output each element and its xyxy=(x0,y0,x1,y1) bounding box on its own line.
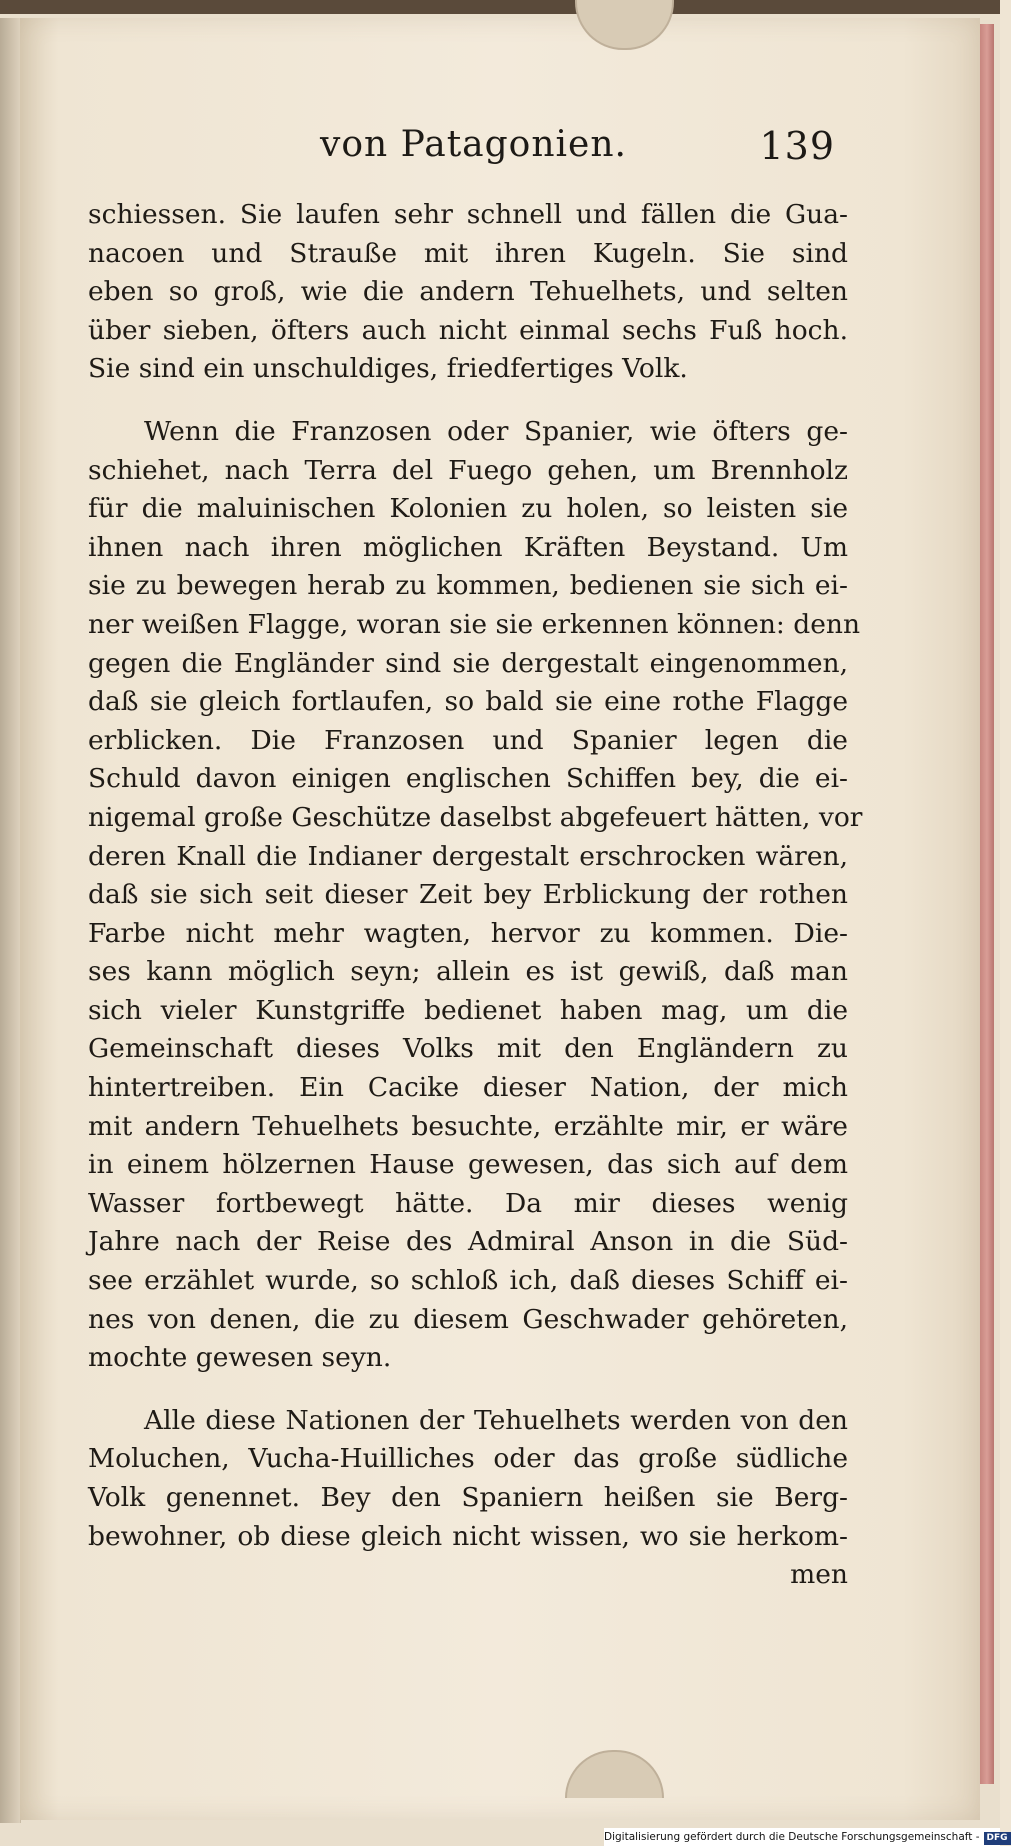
paragraph-gap xyxy=(88,1378,848,1402)
text-line: Wasser fortbewegt hätte. Da mir dieses wenig xyxy=(88,1187,848,1219)
text-line: Wenn die Franzosen oder Spanier, wie öfters ge- xyxy=(144,415,848,447)
text-line: Alle diese Nationen der Tehuelhets werden von den xyxy=(144,1404,848,1436)
digitization-credit xyxy=(604,1828,1008,1846)
text-line: Sie sind ein unschuldiges, friedfertiges Volk. xyxy=(88,353,688,385)
text-line: see erzählet wurde, so schloß ich, daß dieses Schiff ei- xyxy=(88,1265,848,1297)
text-line: Moluchen, Vucha-Huilliches oder das große südliche xyxy=(88,1443,848,1475)
facing-page-edge xyxy=(0,18,21,1823)
text-line: sie zu bewegen herab zu kommen, bedienen sie sich ei- xyxy=(88,570,848,602)
text-line: nacoen und Strauße mit ihren Kugeln. Sie sind xyxy=(88,237,848,269)
text-line: über sieben, öfters auch nicht einmal sechs Fuß hoch. xyxy=(88,314,848,346)
text-line: schiehet, nach Terra del Fuego gehen, um Brennholz xyxy=(88,454,848,486)
text-line: gegen die Engländer sind sie dergestalt eingenommen, xyxy=(88,647,848,679)
credit-text: Digitalisierung gefördert durch die Deutsche Forschungsgemeinschaft - xyxy=(604,1831,980,1843)
text-line: Jahre nach der Reise des Admiral Anson in die Süd- xyxy=(88,1226,848,1258)
paragraph-gap xyxy=(88,389,848,413)
running-title: von Patagonien. xyxy=(320,124,627,165)
page-body xyxy=(88,196,863,1595)
text-line: für die maluinischen Kolonien zu holen, so leisten sie xyxy=(88,493,848,525)
text-line: Gemeinschaft dieses Volks mit den Engländern zu xyxy=(88,1033,848,1065)
red-fore-edge xyxy=(980,24,994,1784)
text-line: nigemal große Geschütze daselbst abgefeuert hätten, vor xyxy=(88,801,863,833)
catchword: men xyxy=(790,1559,848,1591)
text-line: nes von denen, die zu diesem Geschwader gehöreten, xyxy=(88,1303,848,1335)
text-line: ner weißen Flagge, woran sie sie erkennen können: denn xyxy=(88,608,861,640)
text-line: deren Knall die Indianer dergestalt erschrocken wären, xyxy=(88,840,848,872)
text-line: schiessen. Sie laufen sehr schnell und fällen die Gua- xyxy=(88,199,848,230)
text-line: hintertreiben. Ein Cacike dieser Nation, der mich xyxy=(88,1072,848,1104)
text-line: erblicken. Die Franzosen und Spanier legen die xyxy=(88,724,848,756)
text-line: daß sie gleich fortlaufen, so bald sie eine rothe Flagge xyxy=(88,686,848,718)
text-line: daß sie sich seit dieser Zeit bey Erblickung der rothen xyxy=(88,879,848,911)
page-header xyxy=(320,124,835,172)
text-line: Schuld davon einigen englischen Schiffen bey, die ei- xyxy=(88,763,848,795)
page-number: 139 xyxy=(759,124,835,168)
text-line: bewohner, ob diese gleich nicht wissen, wo sie herkom- xyxy=(88,1520,848,1552)
text-line: Farbe nicht mehr wagten, hervor zu kommen. Die- xyxy=(88,917,848,949)
text-line: ses kann möglich seyn; allein es ist gewiß, daß man xyxy=(88,956,848,988)
text-line: Volk genennet. Bey den Spaniern heißen sie Berg- xyxy=(88,1482,848,1513)
text-line: in einem hölzernen Hause gewesen, das sich auf dem xyxy=(88,1149,848,1181)
text-line: mochte gewesen seyn. xyxy=(88,1342,392,1374)
text-line: mit andern Tehuelhets besuchte, erzählte mir, er wäre xyxy=(88,1110,848,1142)
scanner-top-edge xyxy=(0,0,1000,14)
text-line: ihnen nach ihren möglichen Kräften Beystand. Um xyxy=(88,531,848,563)
text-line: sich vieler Kunstgriffe bedienet haben mag, um die xyxy=(88,994,848,1026)
dfg-logo: DFG xyxy=(984,1832,1011,1845)
text-line: eben so groß, wie die andern Tehuelhets, und selten xyxy=(88,276,848,308)
